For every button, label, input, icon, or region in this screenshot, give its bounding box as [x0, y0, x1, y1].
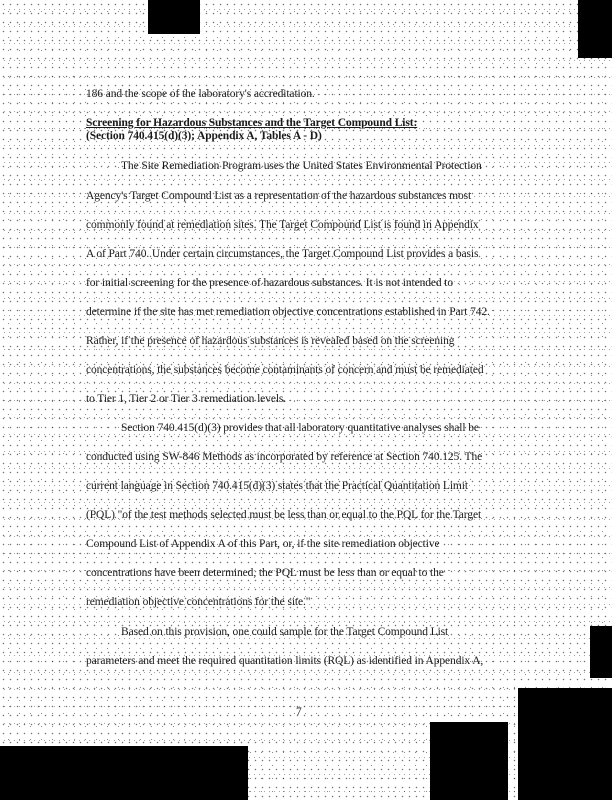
body-line: commonly found at remediation sites. The Target Compound List is found in Appendix — [86, 219, 479, 231]
redaction-box — [0, 746, 248, 800]
redaction-box — [430, 722, 508, 800]
body-line: Compound List of Appendix A of this Part, or, if the site remediation objective — [86, 538, 440, 550]
body-line: Section 740.415(d)(3) provides that all laboratory quantitative analyses shall be — [121, 422, 479, 434]
body-line: determine if the site has met remediation objective concentrations established in Part 742. — [86, 306, 490, 318]
body-line: to Tier 1, Tier 2 or Tier 3 remediation levels. — [86, 393, 287, 405]
body-line: 186 and the scope of the laboratory's accreditation. — [86, 88, 315, 100]
body-line: (PQL) "of the test methods selected must be less than or equal to the PQL for the Target — [86, 509, 482, 521]
body-line: Based on this provision, one could sample for the Target Compound List — [121, 626, 449, 638]
body-line: A of Part 740. Under certain circumstances, the Target Compound List provides a basis — [86, 248, 479, 260]
body-line: Agency's Target Compound List as a representation of the hazardous substances most — [86, 190, 472, 202]
body-line: concentrations, the substances become contaminants of concern and must be remediated — [86, 364, 484, 376]
body-line: conducted using SW-846 Methods as incorporated by reference at Section 740.125. The — [86, 451, 483, 463]
body-line: current language in Section 740.415(d)(3) states that the Practical Quantitation Limit — [86, 480, 468, 492]
redaction-box — [578, 0, 612, 58]
body-line: Rather, if the presence of hazardous substances is revealed based on the screening — [86, 335, 455, 347]
section-subheading: (Section 740.415(d)(3); Appendix A, Tables A - D) — [86, 130, 322, 142]
redaction-box — [590, 626, 612, 678]
page-number: 7 — [296, 706, 302, 718]
redaction-box — [148, 0, 200, 34]
body-line: for initial screening for the presence of hazardous substances. It is not intended to — [86, 277, 454, 289]
body-line: concentrations have been determined, the PQL must be less than or equal to the — [86, 567, 444, 579]
redaction-box — [518, 688, 612, 800]
body-line: remediation objective concentrations for the site." — [86, 596, 311, 608]
body-line: The Site Remediation Program uses the United States Environmental Protection — [121, 160, 482, 172]
section-heading: Screening for Hazardous Substances and the Target Compound List: — [86, 117, 418, 129]
body-line: parameters and meet the required quantitation limits (RQL) as identified in Appendix A, — [86, 655, 484, 667]
